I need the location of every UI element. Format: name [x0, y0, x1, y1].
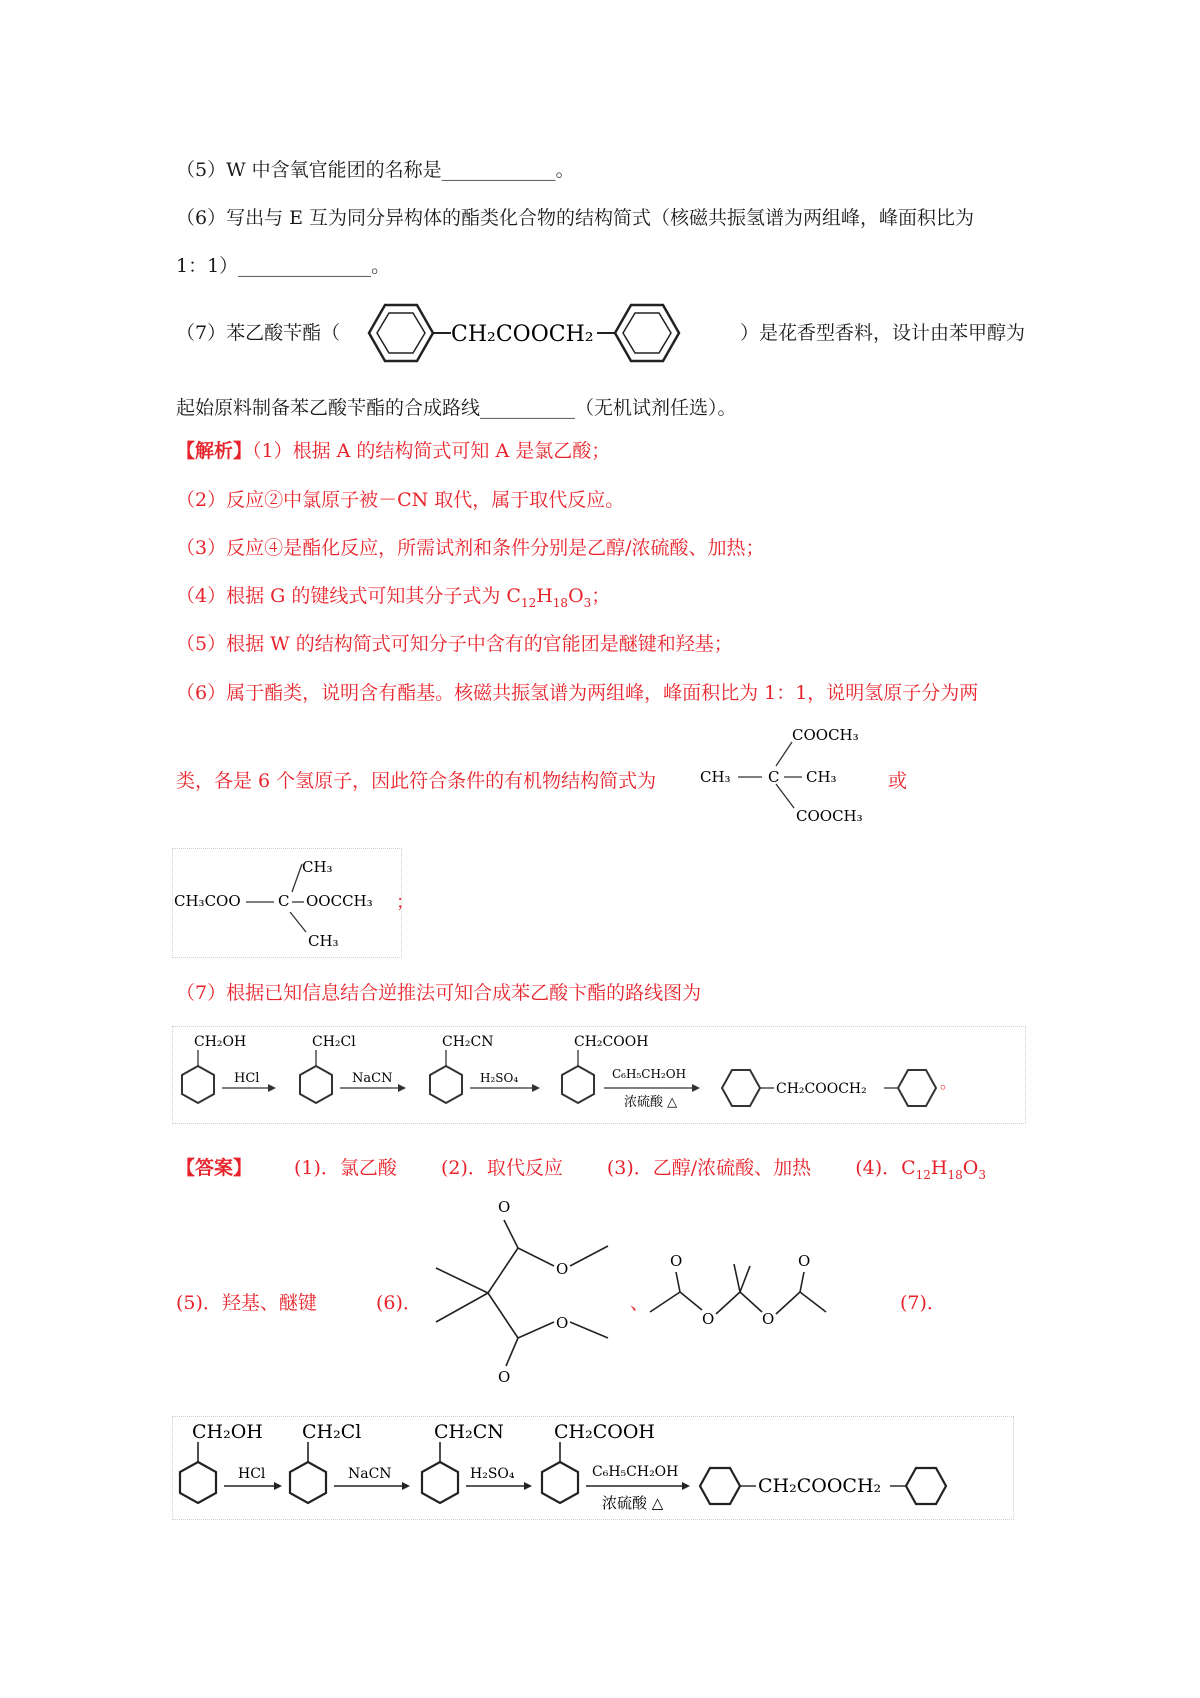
- route2-reagent1: HCl: [238, 1466, 266, 1482]
- analysis-4-mid2: O: [568, 585, 584, 607]
- route1-step2: [300, 1034, 406, 1103]
- route1-r4: CH₂COOH: [574, 1034, 649, 1050]
- analysis-4-suffix: ；: [591, 585, 611, 607]
- answer-4-mid2: O: [962, 1157, 979, 1179]
- struct1-bottom: COOCH₃: [796, 807, 863, 825]
- synthesis-route-large: [172, 1414, 1032, 1524]
- route2-r2: CH₂Cl: [302, 1421, 362, 1443]
- analysis-6-or: 或: [888, 770, 908, 792]
- analysis-6-line2: 类，各是 6 个氢原子，因此符合条件的有机物结构简式为: [176, 770, 657, 792]
- skeletal2-o-left: O: [702, 1310, 715, 1328]
- route2-product-text: CH₂COOCH₂: [758, 1475, 882, 1497]
- analysis-4-sub1: 12: [520, 595, 537, 610]
- route2-step3: [422, 1421, 532, 1503]
- answer-3: (3)．乙醇/浓硫酸、加热: [606, 1157, 812, 1179]
- route1-step4: [562, 1034, 700, 1110]
- route2-step1: [180, 1421, 282, 1503]
- analysis-1: [176, 438, 610, 464]
- analysis-1-text: （1）根据 A 的结构简式可知 A 是氯乙酸；: [252, 440, 611, 462]
- answer-label: 【答案】: [176, 1157, 253, 1179]
- route1-r2: CH₂Cl: [312, 1034, 356, 1050]
- route1-reagent4-top: C₆H₅CH₂OH: [612, 1067, 687, 1081]
- route1-product: [722, 1070, 956, 1106]
- answer-4-prefix: (4)．C: [855, 1157, 916, 1179]
- answer-4-sub2: 18: [947, 1167, 963, 1182]
- skeletal-structure-diacetate: [650, 1250, 840, 1350]
- answer-line: [176, 1155, 986, 1181]
- skeletal2-o-left-top: O: [670, 1252, 683, 1270]
- struct2-right: OOCCH₃: [306, 892, 373, 910]
- struct1-right: CH₃: [806, 768, 837, 786]
- route1-r1: CH₂OH: [194, 1034, 247, 1050]
- answer-separator: 、: [630, 1292, 650, 1314]
- skeletal1-o-bottom: O: [498, 1368, 511, 1386]
- struct2-semicolon: ；: [396, 892, 414, 913]
- route2-step4: [542, 1421, 690, 1512]
- route1-step3: [430, 1034, 540, 1103]
- skeletal1-o-lower: O: [556, 1314, 569, 1332]
- answer-5: (5)．羟基、醚键: [176, 1292, 317, 1314]
- question-7-prefix: （7）苯乙酸苄酯（: [176, 322, 341, 344]
- route1-reagent1: HCl: [234, 1071, 260, 1086]
- ester-chain-text: CH₂COOCH₂: [451, 322, 594, 347]
- route1-step1: [182, 1034, 276, 1103]
- analysis-4-sub2: 18: [552, 595, 569, 610]
- answer-7: (7)．: [900, 1292, 946, 1314]
- analysis-6-line1: （6）属于酯类，说明含有酯基。核磁共振氢谱为两组峰，峰面积比为 1：1，说明氢原子分为两: [176, 682, 979, 704]
- skeletal1-o-top: O: [498, 1198, 511, 1216]
- question-7-suffix: ）是花香型香料，设计由苯甲醇为: [740, 322, 1026, 344]
- skeletal2-o-right-top: O: [798, 1252, 811, 1270]
- route2-product: [700, 1468, 946, 1504]
- route1-reagent4-bottom: 浓硫酸 △: [624, 1095, 678, 1110]
- question-7-line2: 起始原料制备苯乙酸苄酯的合成路线__________（无机试剂任选）。: [176, 397, 737, 419]
- route1-reagent3: H₂SO₄: [480, 1071, 519, 1085]
- route2-r3: CH₂CN: [434, 1421, 504, 1443]
- skeletal-structure-malonate: [436, 1198, 636, 1398]
- struct1-left: CH₃: [700, 768, 731, 786]
- struct1-top: COOCH₃: [792, 726, 859, 744]
- skeletal1-o-upper: O: [556, 1260, 569, 1278]
- question-6-line2: 1：1）______________。: [176, 255, 391, 277]
- answer-2: (2)．取代反应: [440, 1157, 563, 1179]
- struct2-left: CH₃COO: [174, 892, 241, 910]
- dimethyl-malonate-structure: [700, 720, 900, 830]
- struct2-center: C: [278, 892, 290, 910]
- answer-4-sub3: 3: [978, 1167, 986, 1182]
- analysis-5: （5）根据 W 的结构简式可知分子中含有的官能团是醚键和羟基；: [176, 633, 733, 655]
- synthesis-route-small: [172, 1026, 1032, 1126]
- question-6-line1: （6）写出与 E 互为同分异构体的酯类化合物的结构简式（核磁共振氢谱为两组峰，峰面积比为: [176, 207, 975, 229]
- route2-r4: CH₂COOH: [554, 1421, 655, 1443]
- answer-6: (6)．: [376, 1292, 422, 1314]
- route2-reagent2: NaCN: [348, 1466, 392, 1482]
- answer-4-mid1: H: [930, 1157, 948, 1179]
- struct2-top: CH₃: [302, 858, 333, 876]
- route1-r3: CH₂CN: [442, 1034, 494, 1050]
- analysis-4-mid1: H: [536, 585, 553, 607]
- skeletal2-o-right: O: [762, 1310, 775, 1328]
- struct1-center: C: [768, 768, 780, 786]
- route2-r1: CH₂OH: [192, 1421, 263, 1443]
- benzene-ring-left-inner: [377, 313, 425, 353]
- question-5: （5）W 中含氧官能团的名称是____________。: [176, 159, 575, 181]
- analysis-2: （2）反应②中氯原子被－CN 取代，属于取代反应。: [176, 489, 625, 511]
- analysis-4: [176, 583, 610, 609]
- route2-reagent4-top: C₆H₅CH₂OH: [592, 1464, 679, 1480]
- route1-period: 。: [940, 1073, 957, 1092]
- answer-4-sub1: 12: [915, 1167, 931, 1182]
- analysis-3: （3）反应④是酯化反应，所需试剂和条件分别是乙醇/浓硫酸、加热；: [176, 537, 765, 559]
- benzyl-phenylacetate-structure: [335, 293, 735, 373]
- analysis-7: （7）根据已知信息结合逆推法可知合成苯乙酸卞酯的路线图为: [176, 982, 702, 1004]
- answer-1: (1)．氯乙酸: [294, 1157, 397, 1179]
- route1-product-text: CH₂COOCH₂: [776, 1081, 867, 1097]
- route1-reagent2: NaCN: [352, 1071, 393, 1086]
- route2-reagent4-bottom: 浓硫酸 △: [602, 1494, 664, 1512]
- struct2-bottom: CH₃: [308, 932, 339, 950]
- analysis-4-prefix: （4）根据 G 的键线式可知其分子式为 C: [176, 585, 521, 607]
- acetone-diacetate-structure: [174, 850, 434, 960]
- analysis-4-sub3: 3: [583, 595, 592, 610]
- question-7-line1: [176, 320, 340, 346]
- benzene-ring-right-inner: [623, 313, 671, 353]
- route2-step2: [290, 1421, 410, 1503]
- route2-reagent3: H₂SO₄: [470, 1466, 515, 1482]
- analysis-label: 【解析】: [176, 440, 253, 462]
